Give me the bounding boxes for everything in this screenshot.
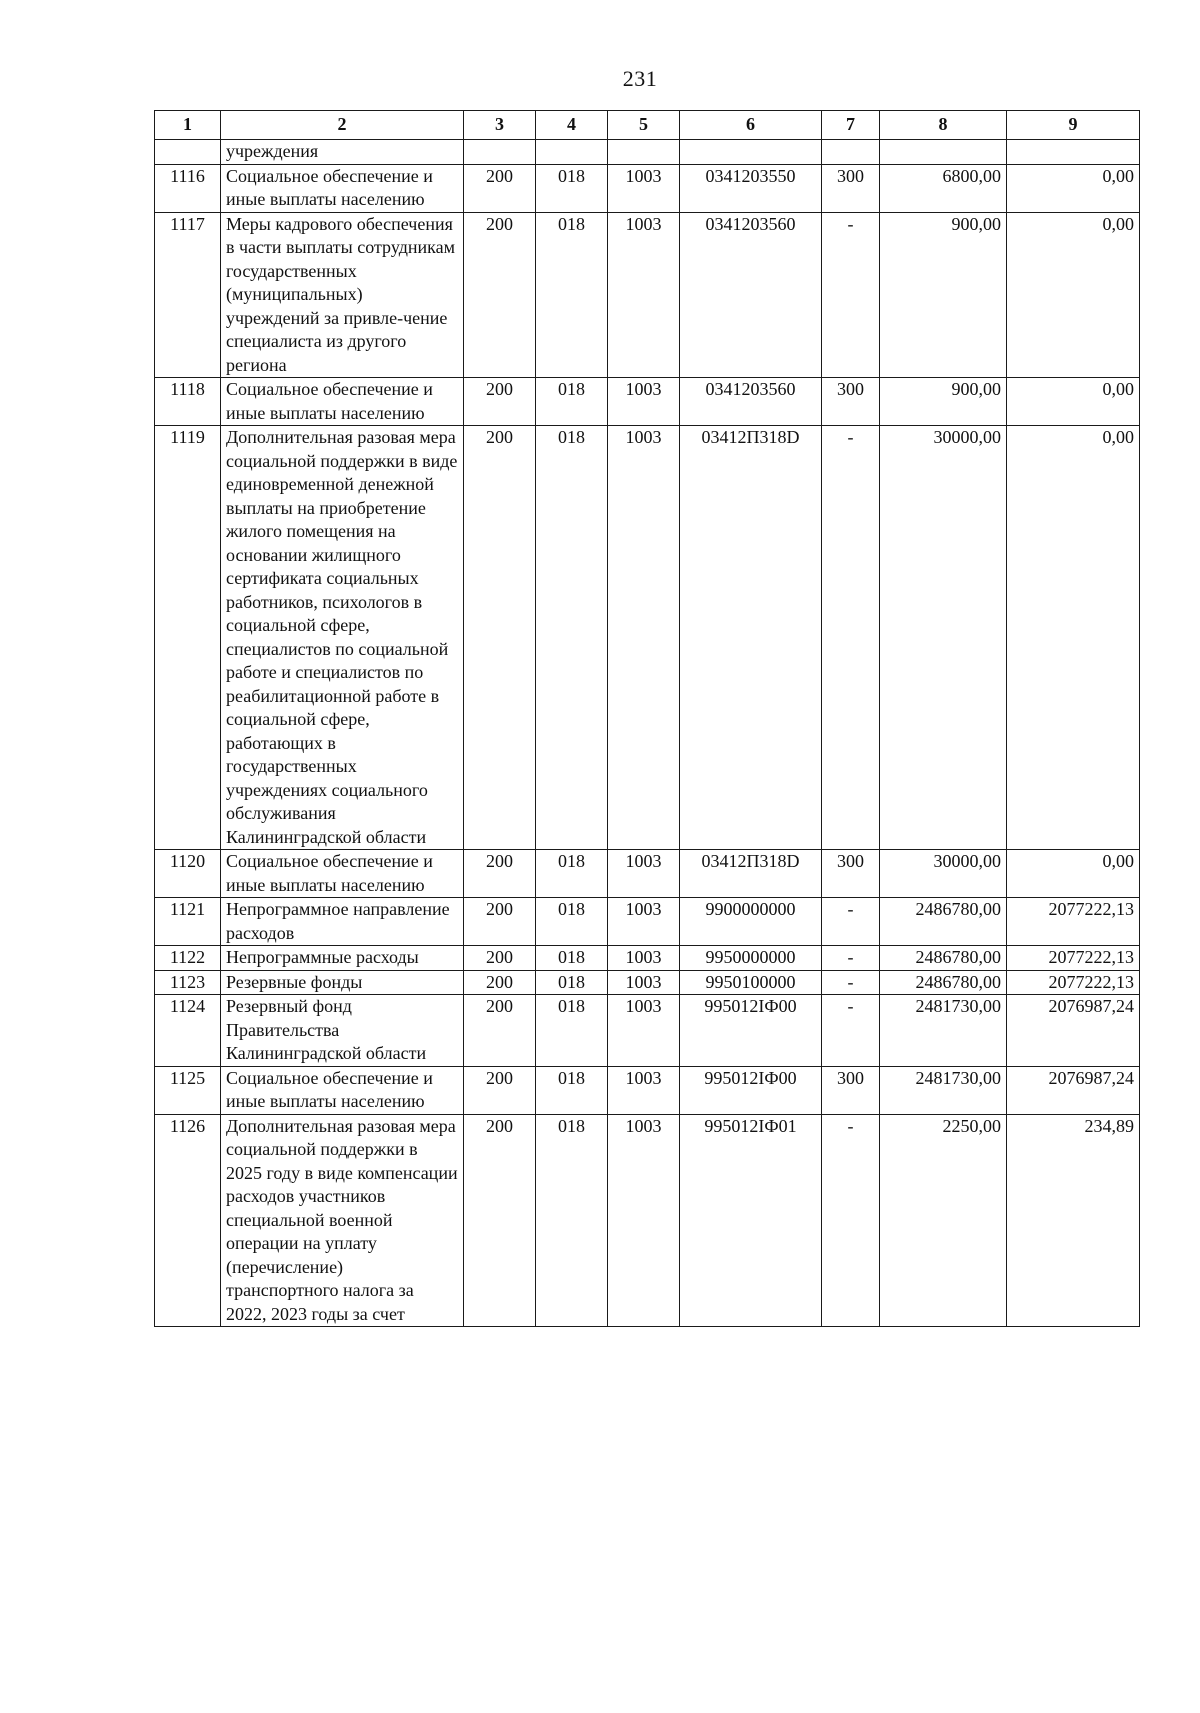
row-number: 1121 [155, 898, 221, 946]
target-code-cell: 9950000000 [680, 946, 822, 971]
row-number: 1125 [155, 1066, 221, 1114]
page-number: 231 [622, 66, 658, 91]
planned-amount-cell: 2481730,00 [880, 1066, 1007, 1114]
col4-cell: 018 [536, 970, 608, 995]
actual-amount-cell: 0,00 [1007, 850, 1140, 898]
row-name: Социальное обеспечение и иные выплаты населению [221, 850, 464, 898]
col5-cell: 1003 [608, 1066, 680, 1114]
col3-cell: 200 [464, 1066, 536, 1114]
col5-cell: 1003 [608, 946, 680, 971]
expense-type-cell: - [822, 426, 880, 850]
col3-cell: 200 [464, 946, 536, 971]
target-code-cell: 0341203550 [680, 164, 822, 212]
col5-cell: 1003 [608, 426, 680, 850]
header-cell: 4 [536, 111, 608, 140]
col5-cell: 1003 [608, 164, 680, 212]
col3-cell: 200 [464, 164, 536, 212]
table-row [155, 850, 1140, 898]
col4-cell: 018 [536, 164, 608, 212]
actual-amount-cell: 0,00 [1007, 378, 1140, 426]
col5-cell: 1003 [608, 1114, 680, 1327]
target-code-cell: 995012IФ00 [680, 1066, 822, 1114]
expense-type-cell: - [822, 995, 880, 1067]
col3-cell: 200 [464, 850, 536, 898]
header-cell: 2 [221, 111, 464, 140]
target-code-cell: 9900000000 [680, 898, 822, 946]
planned-amount-cell: 900,00 [880, 378, 1007, 426]
table-row [155, 212, 1140, 378]
actual-amount-cell: 0,00 [1007, 164, 1140, 212]
col3-cell: 200 [464, 995, 536, 1067]
expense-type-cell: - [822, 212, 880, 378]
expense-type-cell: - [822, 946, 880, 971]
row-number: 1120 [155, 850, 221, 898]
row-number: 1123 [155, 970, 221, 995]
target-code-cell: 03412П318D [680, 850, 822, 898]
target-code-cell: 0341203560 [680, 212, 822, 378]
header-row [155, 111, 1140, 140]
table-row [155, 898, 1140, 946]
col4-cell: 018 [536, 898, 608, 946]
row-number: 1118 [155, 378, 221, 426]
expense-type-cell: - [822, 898, 880, 946]
planned-amount-cell: 2486780,00 [880, 946, 1007, 971]
continuation-row [155, 140, 1140, 165]
expense-type-cell: 300 [822, 1066, 880, 1114]
table-row [155, 1114, 1140, 1327]
row-name: Резервные фонды [221, 970, 464, 995]
actual-amount-cell: 234,89 [1007, 1114, 1140, 1327]
actual-amount-cell: 2077222,13 [1007, 970, 1140, 995]
expense-type-cell: 300 [822, 850, 880, 898]
target-code-cell: 995012IФ01 [680, 1114, 822, 1327]
table-row [155, 164, 1140, 212]
target-code-cell: 0341203560 [680, 378, 822, 426]
budget-table [154, 110, 1140, 1327]
table-row [155, 970, 1140, 995]
col5-cell: 1003 [608, 212, 680, 378]
target-code-cell: 03412П318D [680, 426, 822, 850]
target-code-cell: 9950100000 [680, 970, 822, 995]
header-cell: 3 [464, 111, 536, 140]
header-cell: 5 [608, 111, 680, 140]
actual-amount-cell: 2076987,24 [1007, 1066, 1140, 1114]
planned-amount-cell: 2250,00 [880, 1114, 1007, 1327]
planned-amount-cell: 900,00 [880, 212, 1007, 378]
row-number: 1119 [155, 426, 221, 850]
target-code-cell: 995012IФ00 [680, 995, 822, 1067]
col4-cell: 018 [536, 1066, 608, 1114]
actual-amount-cell: 0,00 [1007, 426, 1140, 850]
actual-amount-cell: 2076987,24 [1007, 995, 1140, 1067]
col5-cell: 1003 [608, 850, 680, 898]
expense-type-cell: - [822, 970, 880, 995]
header-cell: 1 [155, 111, 221, 140]
expense-type-cell: - [822, 1114, 880, 1327]
planned-amount-cell: 2481730,00 [880, 995, 1007, 1067]
row-name: Непрограммное направление расходов [221, 898, 464, 946]
col3-cell: 200 [464, 970, 536, 995]
row-name: Непрограммные расходы [221, 946, 464, 971]
col3-cell: 200 [464, 426, 536, 850]
row-number: 1126 [155, 1114, 221, 1327]
planned-amount-cell: 2486780,00 [880, 898, 1007, 946]
header-cell: 6 [680, 111, 822, 140]
table-row [155, 426, 1140, 850]
col5-cell: 1003 [608, 995, 680, 1067]
row-number [155, 140, 221, 165]
planned-amount-cell: 2486780,00 [880, 970, 1007, 995]
table-row [155, 378, 1140, 426]
expense-type-cell: 300 [822, 378, 880, 426]
header-cell: 8 [880, 111, 1007, 140]
table-row [155, 1066, 1140, 1114]
row-name: Дополнительная разовая мера социальной поддержки в виде единовременной денежной выплаты на приобретение жилого помещения на основании жилищного сертификата социальных работников, психологов в социальной сфере, специалистов по социальной работе и специалистов по реабилитационной работе в социальной сфере, работающих в государственных учреждениях социального обслуживания Калининградской области [221, 426, 464, 850]
row-name: Социальное обеспечение и иные выплаты населению [221, 164, 464, 212]
col4-cell: 018 [536, 426, 608, 850]
planned-amount-cell: 30000,00 [880, 426, 1007, 850]
row-number: 1117 [155, 212, 221, 378]
row-name: Социальное обеспечение и иные выплаты населению [221, 378, 464, 426]
row-name: Резервный фонд Правительства Калининградской области [221, 995, 464, 1067]
row-number: 1122 [155, 946, 221, 971]
row-number: 1124 [155, 995, 221, 1067]
col4-cell: 018 [536, 850, 608, 898]
planned-amount-cell: 6800,00 [880, 164, 1007, 212]
actual-amount-cell: 2077222,13 [1007, 946, 1140, 971]
col4-cell: 018 [536, 995, 608, 1067]
table-row [155, 946, 1140, 971]
col3-cell: 200 [464, 212, 536, 378]
col3-cell: 200 [464, 898, 536, 946]
table-row [155, 995, 1140, 1067]
row-name: учреждения [221, 140, 464, 165]
col3-cell: 200 [464, 1114, 536, 1327]
header-cell: 9 [1007, 111, 1140, 140]
actual-amount-cell: 2077222,13 [1007, 898, 1140, 946]
col5-cell: 1003 [608, 970, 680, 995]
row-name: Дополнительная разовая мера социальной поддержки в 2025 году в виде компенсации расходов участников специальной военной операции на уплату (перечисление) транспортного налога за 2022, 2023 годы за счет [221, 1114, 464, 1327]
col4-cell: 018 [536, 1114, 608, 1327]
col3-cell: 200 [464, 378, 536, 426]
col5-cell: 1003 [608, 898, 680, 946]
col4-cell: 018 [536, 212, 608, 378]
row-name: Меры кадрового обеспечения в части выплаты сотрудникам государственных (муниципальных) учреждений за привле-чение специалиста из другого региона [221, 212, 464, 378]
header-cell: 7 [822, 111, 880, 140]
col4-cell: 018 [536, 378, 608, 426]
actual-amount-cell: 0,00 [1007, 212, 1140, 378]
row-name: Социальное обеспечение и иные выплаты населению [221, 1066, 464, 1114]
row-number: 1116 [155, 164, 221, 212]
planned-amount-cell: 30000,00 [880, 850, 1007, 898]
col4-cell: 018 [536, 946, 608, 971]
expense-type-cell: 300 [822, 164, 880, 212]
col5-cell: 1003 [608, 378, 680, 426]
